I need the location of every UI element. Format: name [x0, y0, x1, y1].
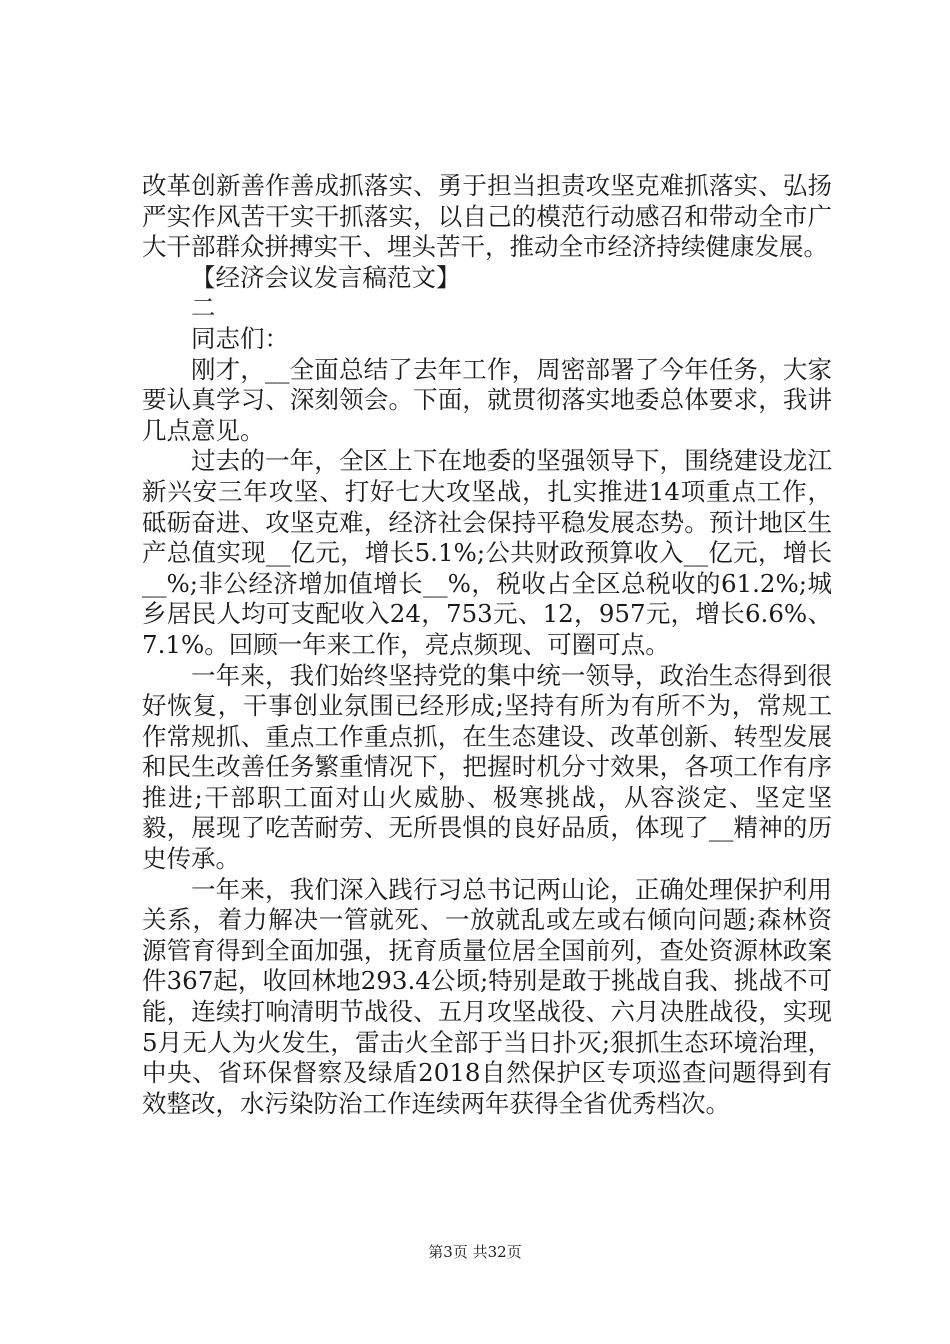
document-body	[142, 171, 832, 1119]
paragraph-continuation: 改革创新善作善成抓落实、勇于担当担责攻坚克难抓落实、弘扬严实作风苦干实干抓落实，以自己的模范行动感召和带动全市广大干部群众拼搏实干、埋头苦干，推动全市经济持续健康发展。	[142, 171, 832, 262]
paragraph: 过去的一年，全区上下在地委的坚强领导下，围绕建设龙江新兴安三年攻坚、打好七大攻坚战，扎实推进14项重点工作，砥砺奋进、攻坚克难，经济社会保持平稳发展态势。预计地区生产总值实现__亿元，增长5.1%;公共财政预算收入__亿元，增长__%;非公经济增加值增长__%，税收占全区总税收的61.2%;城乡居民人均可支配收入24，753元、12，957元，增长6.6%、7.1%。回顾一年来工作，亮点频现、可圈可点。	[142, 446, 832, 659]
section-number: 二	[191, 293, 216, 323]
salutation: 同志们：	[191, 323, 289, 353]
page-footer: 第3页 共32页	[428, 1243, 522, 1261]
paragraph: 一年来，我们深入践行习总书记两山论，正确处理保护利用关系，着力解决一管就死、一放就乱或左或右倾向问题;森林资源管育得到全面加强，抚育质量位居全国前列，查处资源林政案件367起，收回林地293.4公顷;特别是敢于挑战自我、挑战不可能，连续打响清明节战役、五月攻坚战役、六月决胜战役，实现5月无人为火发生，雷击火全部于当日扑灭;狠抓生态环境治理，中央、省环保督察及绿盾2018自然保护区专项巡查问题得到有效整改，水污染防治工作连续两年获得全省优秀档次。	[142, 874, 832, 1118]
section-heading: 【经济会议发言稿范文】	[191, 262, 461, 292]
paragraph: 一年来，我们始终坚持党的集中统一领导，政治生态得到很好恢复，干事创业氛围已经形成;坚持有所为有所不为，常规工作常规抓、重点工作重点抓，在生态建设、改革创新、转型发展和民生改善任务繁重情况下，把握时机分寸效果，各项工作有序推进;干部职工面对山火威胁、极寒挑战，从容淡定、坚定坚毅，展现了吃苦耐劳、无所畏惧的良好品质，体现了__精神的历史传承。	[142, 660, 832, 874]
paragraph: 刚才，__全面总结了去年工作，周密部署了今年任务，大家要认真学习、深刻领会。下面，就贯彻落实地委总体要求，我讲几点意见。	[142, 354, 832, 445]
